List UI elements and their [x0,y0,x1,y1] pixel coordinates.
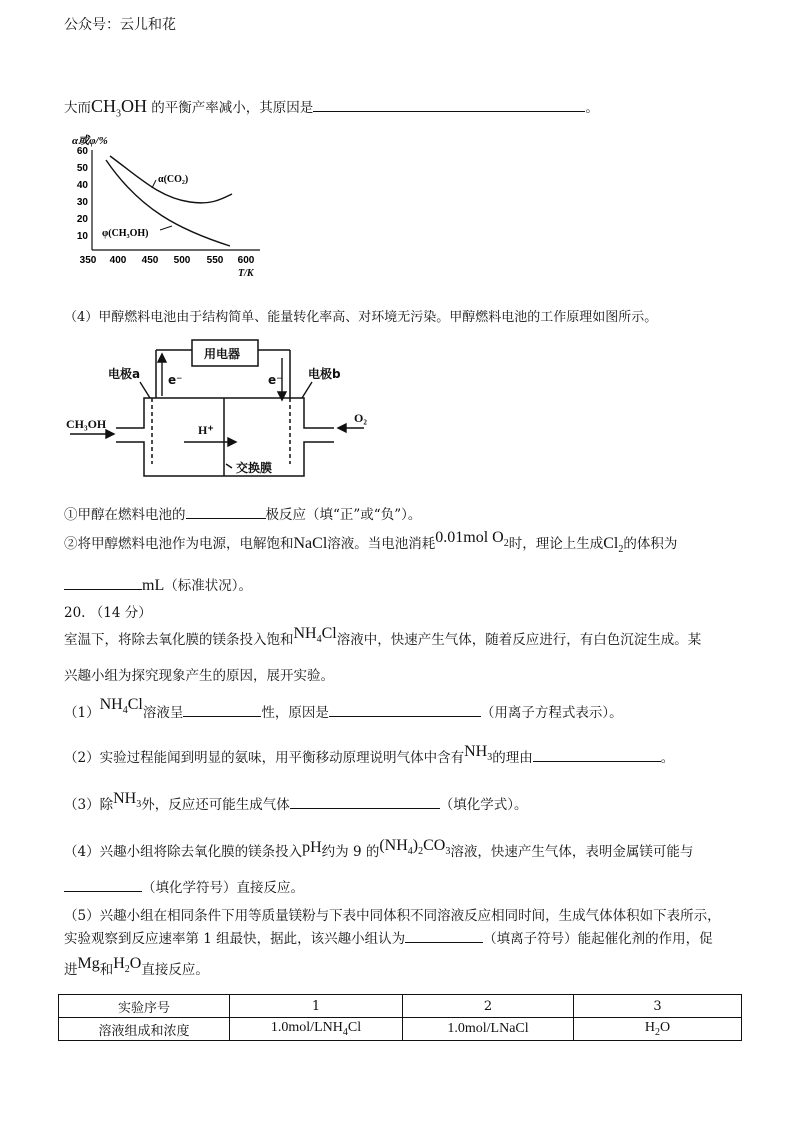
x-tick: 600 [237,255,255,266]
answer-blank[interactable] [64,877,142,892]
q4-part1: ①甲醇在燃料电池的 极反应（填“正”或“负”）。 [64,503,421,523]
proton-label: H⁺ [198,423,214,437]
experiment-table [58,994,742,1041]
y-tick: 10 [76,231,88,242]
x-tick: 500 [173,255,191,266]
q20-part4: （4）兴趣小组将除去氧化膜的镁条投入pH约为 9 的$(NH_4)_2CO_3$溶液，快速产生气体，表明金属镁可能与 [64,837,694,860]
answer-blank[interactable] [329,702,481,717]
fuel-cell-diagram [64,336,384,486]
q20-intro-2: 兴趣小组为探究现象产生的原因，展开实验。 [64,668,334,684]
answer-blank[interactable] [64,575,142,590]
equilibrium-graph [60,130,270,278]
table-cell: 2 [403,995,574,1018]
device-label: 用电器 [204,347,241,361]
y-tick: 50 [76,163,88,174]
x-tick: 350 [79,255,97,266]
q20-title: 20. （14 分） [64,605,152,621]
answer-blank[interactable] [533,747,661,762]
y-tick: 40 [76,180,88,191]
y-tick: 60 [76,146,88,157]
q20-intro: 室温下，将除去氧化膜的镁条投入饱和$NH_4Cl$溶液中，快速产生气体，随着反应进行，有白色沉淀生成。某 [64,625,702,648]
q4-part2: ②将甲醇燃料电池作为电源，电解饱和NaCl溶液。当电池消耗0.01mol $O_2$时，理论上生成$Cl_2$的体积为 [64,529,678,556]
table-cell: $1.0mol/LNH_4Cl$ [230,1018,403,1041]
electron-right-label: e⁻ [268,373,283,387]
table-header-row [59,995,742,1018]
membrane-label: 交换膜 [236,461,273,475]
ch3oh-label: CH₃OH [66,417,107,431]
header-text: 公众号：云儿和花 [64,17,176,33]
chem-formula: $CH_3OH$ [91,96,148,120]
answer-blank[interactable] [290,794,440,809]
table-row [59,1018,742,1041]
curve-label-ch3oh: φ(CH₃OH) [102,228,149,239]
table-cell: $H_2O$ [574,1018,742,1041]
x-tick: 400 [109,255,127,266]
table-cell: 实验序号 [59,995,230,1018]
electron-left-label: e⁻ [168,373,183,387]
graph-y-label: α或φ/% [72,135,108,147]
electrode-a-label: 电极a [108,367,141,381]
q20-part5-line3: 进Mg和$H_2O$直接反应。 [64,955,209,978]
x-tick: 550 [206,255,224,266]
y-tick: 20 [76,214,88,225]
electrode-b-label: 电极b [308,367,341,381]
answer-blank[interactable] [405,928,483,943]
o2-label: O₂ [354,411,367,425]
table-cell: 1 [230,995,403,1018]
table-cell: 溶液组成和浓度 [59,1018,230,1041]
q20-part2: （2）实验过程能闻到明显的氨味，用平衡移动原理说明气体中含有$NH_3$的理由 。 [64,743,675,766]
q20-part5-line2: 实验观察到反应速率第 1 组最快，据此，该兴趣小组认为 （填离子符号）能起催化剂的作用，促 [64,927,713,947]
table-cell: 3 [574,995,742,1018]
text: 大而 [64,100,91,116]
graph-x-label: T/K [238,268,254,278]
y-tick: 30 [76,197,88,208]
curve-label-co2: α(CO₂) [158,174,189,185]
x-tick: 450 [141,255,159,266]
question-line-1: 大而$CH_3OH$ 的平衡产率减小，其原因是 。 [64,96,599,120]
q4-part2b: mL（标准状况）。 [64,574,252,595]
q4-text: （4）甲醇燃料电池由于结构简单、能量转化率高、对环境无污染。甲醇燃料电池的工作原理如图所示。 [64,310,658,325]
q20-part5-line1: （5）兴趣小组在相同条件下用等质量镁粉与下表中同体积不同溶液反应相同时间，生成气体体积如下表所示， [64,908,721,924]
answer-blank[interactable] [313,97,585,112]
q20-part4b: （填化学符号）直接反应。 [64,876,304,896]
answer-blank[interactable] [186,504,266,519]
answer-blank[interactable] [183,702,261,717]
q20-part1: $(1)NH_4Cl$溶液呈 性，原因是 （用离子方程式表示）。 [64,696,623,721]
q20-part3: （3）除$NH_3$外，反应还可能生成气体 （填化学式）。 [64,790,528,813]
table-cell: 1.0mol/LNaCl [403,1018,574,1041]
text: 的平衡产率减小，其原因是 [147,100,314,116]
